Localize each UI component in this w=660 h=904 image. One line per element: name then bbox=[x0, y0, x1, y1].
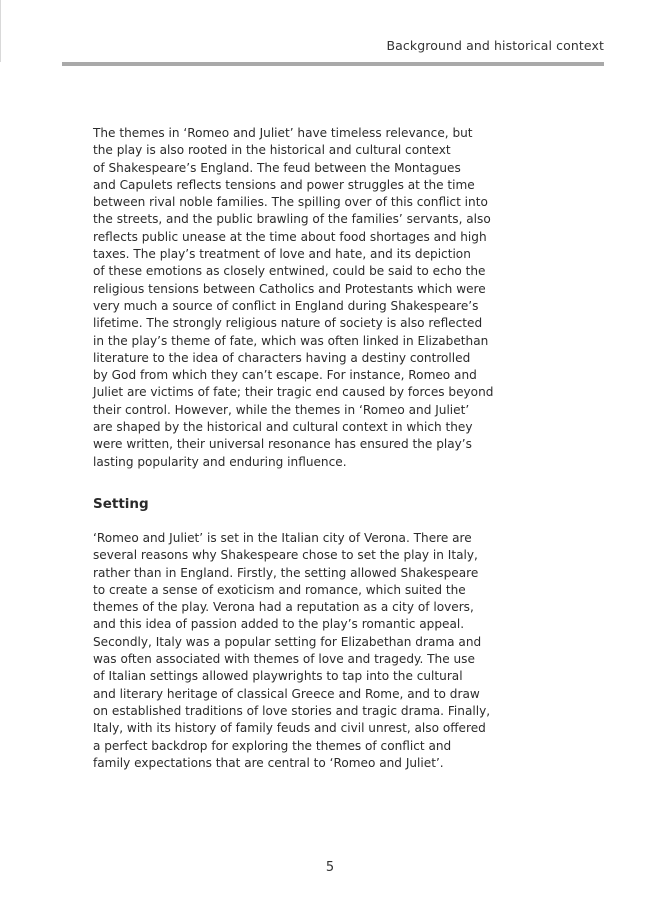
page-edge-rule bbox=[0, 0, 1, 62]
body-paragraph-context: The themes in ‘Romeo and Juliet’ have timeless relevance, but the play is also rooted in the historical and cultural context of Shakespeare’s England. The feud between the Montagues and Capulets reflects tensions and power struggles at the time between rival noble families. The spilling over of this conflict into the streets, and the public brawling of the families’ servants, also reflects public unease at the time about food shortages and high taxes. The play’s treatment of love and hate, and its depiction of these emotions as closely entwined, could be said to echo the religious tensions between Catholics and Protestants which were very much a source of conflict in England during Shakespeare’s lifetime. The strongly religious nature of society is also reflected in the play’s theme of fate, which was often linked in Elizabethan literature to the idea of characters having a destiny controlled by God from which they can’t escape. For instance, Romeo and Juliet are victims of fate; their tragic end caused by forces beyond their control. However, while the themes in ‘Romeo and Juliet’ are shaped by the historical and cultural context in which they were written, their universal resonance has ensured the play’s lasting popularity and enduring influence. bbox=[93, 126, 494, 469]
running-header-title: Background and historical context bbox=[386, 38, 604, 53]
header-divider bbox=[62, 62, 604, 66]
body-paragraph-setting: ‘Romeo and Juliet’ is set in the Italian city of Verona. There are several reasons why Shakespeare chose to set the play in Italy, rather than in England. Firstly, the setting allowed Shakespeare to create a sense of exoticism and romance, which suited the themes of the play. Verona had a reputation as a city of lovers, and this idea of passion added to the play’s romantic appeal. Secondly, Italy was a popular setting for Elizabethan drama and was often associated with themes of love and tragedy. The use of Italian settings allowed playwrights to tap into the cultural and literary heritage of classical Greece and Rome, and to draw on established traditions of love stories and tragic drama. Finally, Italy, with its history of family feuds and civil unrest, also offered a perfect backdrop for exploring the themes of conflict and family expectations that are central to ‘Romeo and Juliet’. bbox=[93, 531, 491, 770]
page-number: 5 bbox=[325, 860, 335, 875]
section-heading-setting: Setting bbox=[93, 496, 149, 512]
